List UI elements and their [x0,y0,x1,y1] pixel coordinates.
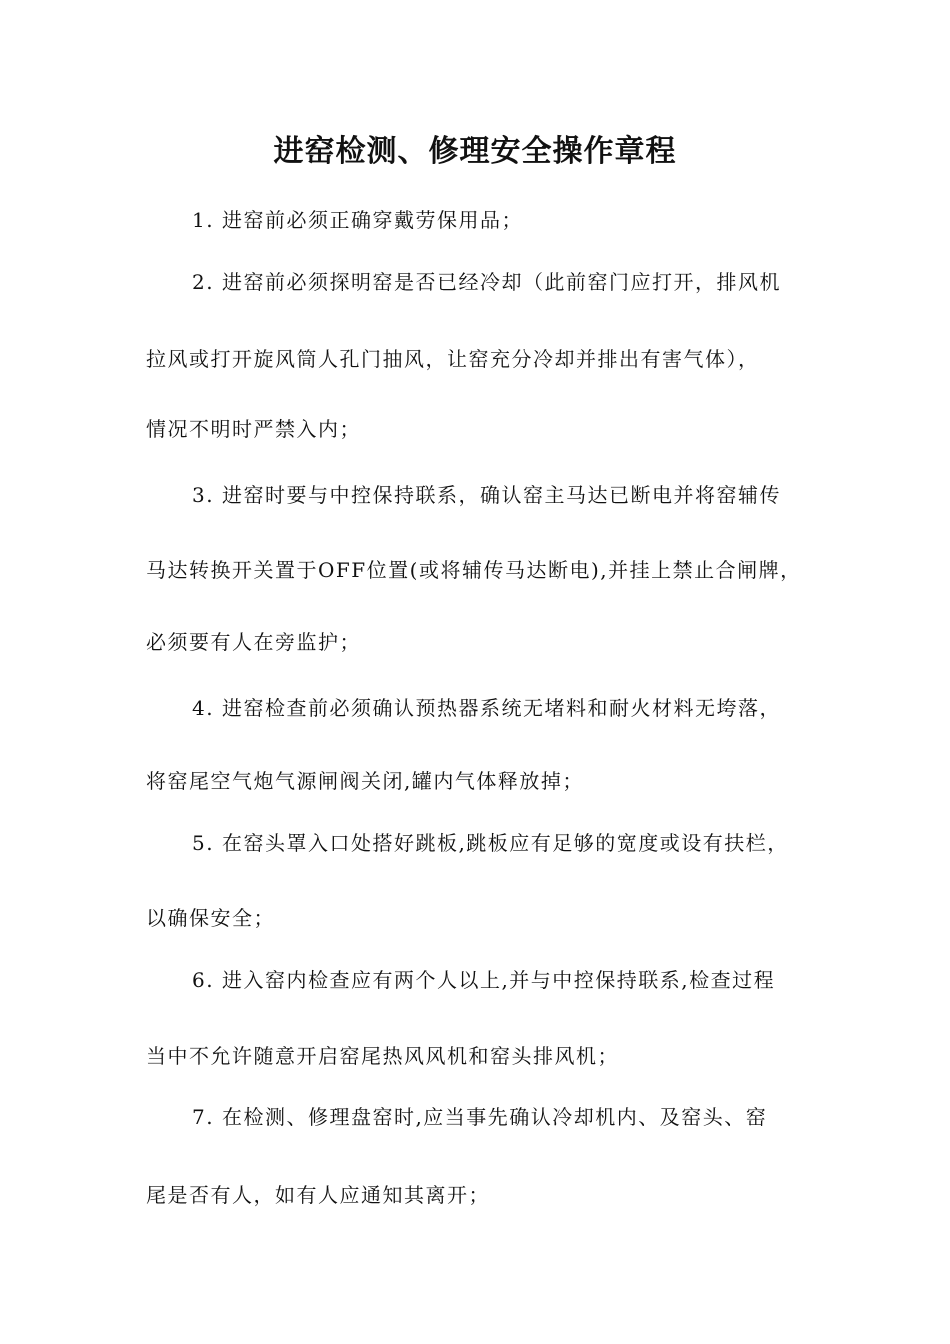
rule-2-line-3: 情况不明时严禁入内； [146,417,361,441]
rule-7-line-1: 7. 在检测、修理盘窑时,应当事先确认冷却机内、及窑头、窑 [192,1105,768,1129]
rule-7-line-2: 尾是否有人，如有人应通知其离开； [146,1183,490,1207]
rule-2-line-2: 拉风或打开旋风筒人孔门抽风，让窑充分冷却并排出有害气体）， [146,347,760,371]
rule-5-line-1: 5. 在窑头罩入口处搭好跳板,跳板应有足够的宽度或设有扶栏， [192,831,789,855]
rule-3-line-3: 必须要有人在旁监护； [146,630,361,654]
rule-6-line-2: 当中不允许随意开启窑尾热风风机和窑头排风机； [146,1044,619,1068]
rule-2-line-1: 2. 进窑前必须探明窑是否已经冷却（此前窑门应打开，排风机 [192,270,781,294]
document-title: 进窑检测、修理安全操作章程 [273,134,677,169]
rule-6-line-1: 6. 进入窑内检查应有两个人以上,并与中控保持联系,检查过程 [192,968,776,992]
rule-4-line-2: 将窑尾空气炮气源闸阀关闭,罐内气体释放掉； [146,769,584,793]
rule-3-line-2: 马达转换开关置于OFF位置(或将辅传马达断电),并挂上禁止合闸牌， [146,558,802,582]
rule-5-line-2: 以确保安全； [146,906,275,930]
rule-3-line-1: 3. 进窑时要与中控保持联系，确认窑主马达已断电并将窑辅传 [192,483,781,507]
rule-1-line-1: 1. 进窑前必须正确穿戴劳保用品； [192,208,523,232]
rule-4-line-1: 4. 进窑检查前必须确认预热器系统无堵料和耐火材料无垮落， [192,696,781,720]
